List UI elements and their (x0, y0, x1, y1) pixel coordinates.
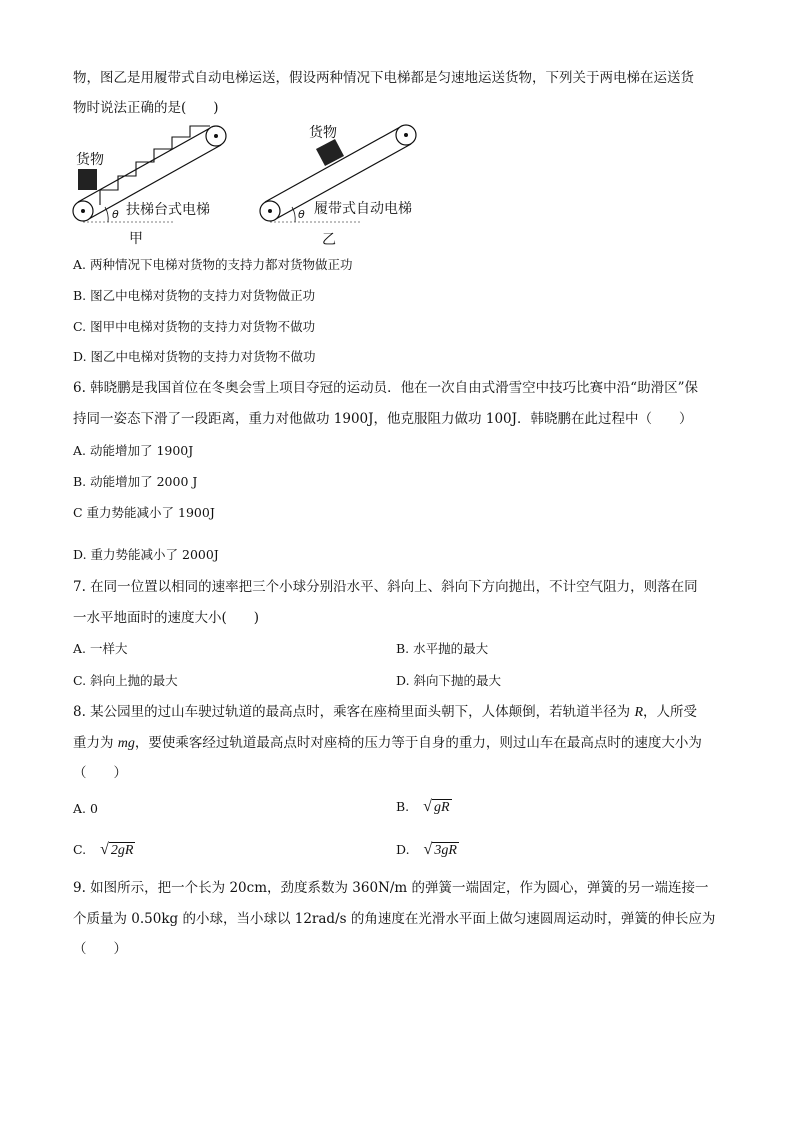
q8-option-b[interactable] (396, 798, 452, 817)
q6-option-b[interactable]: B. 动能增加了 2000 J (73, 474, 198, 489)
q6-line2: 持同一姿态下滑了一段距离，重力对他做功 1900J，他克服阻力做功 100J．韩晓鹏在此过程中（ ） (73, 411, 693, 427)
q8-option-c-key: C. (73, 842, 87, 857)
q7-line1: 7. 在同一位置以相同的速率把三个小球分别沿水平、斜向上、斜向下方向抛出，不计空气阻力，则落在同 (73, 579, 698, 595)
q8-option-b-formula: √ gR (423, 798, 450, 815)
q5-stem-line2: 物时说法正确的是( ) (73, 100, 219, 116)
left-angle-label: θ (112, 208, 119, 221)
right-goods-label: 货物 (309, 125, 337, 141)
q8-option-d-formula: √ 3gR (423, 841, 457, 858)
q8-line3: （ ） (73, 765, 127, 781)
q8-option-d-key: D. (396, 842, 410, 857)
q8-option-d[interactable] (396, 841, 459, 860)
q5-option-a[interactable]: A. 两种情况下电梯对货物的支持力都对货物做正功 (73, 257, 353, 272)
left-goods-label: 货物 (76, 152, 104, 168)
q8-option-b-key: B. (396, 799, 410, 814)
q7-option-b[interactable]: B. 水平抛的最大 (396, 641, 489, 656)
q6-option-a[interactable]: A. 动能增加了 1900J (73, 443, 194, 458)
q8-line1 (73, 703, 697, 722)
q5-stem-line1: 物，图乙是用履带式自动电梯运送，假设两种情况下电梯都是匀速地运送货物，下列关于两电梯在运送货 (73, 70, 694, 86)
q6-option-d[interactable]: D. 重力势能减小了 2000J (73, 547, 219, 562)
q8-option-a[interactable]: A. 0 (73, 801, 98, 816)
q8-option-c-formula: √ 2gR (100, 841, 134, 858)
q8-radius-symbol: R (634, 705, 644, 720)
q7-option-d[interactable]: D. 斜向下抛的最大 (396, 673, 502, 688)
q5-option-c[interactable]: C. 图甲中电梯对货物的支持力对货物不做功 (73, 319, 316, 334)
cargo-box (316, 139, 344, 166)
q6-line1: 6. 韩晓鹏是我国首位在冬奥会雪上项目夺冠的运动员．他在一次自由式滑雪空中技巧比赛中沿“助滑区”保 (73, 380, 698, 396)
q8-line2-text-a: 重力为 (73, 735, 118, 751)
q8-line2-text-b: ，要使乘客经过轨道最高点时对座椅的压力等于自身的重力，则过山车在最高点时的速度大小为 (134, 735, 702, 751)
q9-line3: （ ） (73, 941, 127, 957)
q5-escalator-figure (0, 0, 794, 260)
q9-line2: 个质量为 0.50kg 的小球，当小球以 12rad/s 的角速度在光滑水平面上做匀速圆周运动时，弹簧的伸长应为 (73, 911, 716, 927)
q8-line2 (73, 734, 702, 753)
right-caption: 乙 (322, 232, 336, 248)
q9-line1: 9. 如图所示，把一个长为 20cm，劲度系数为 360N/m 的弹簧一端固定，作为圆心，弹簧的另一端连接一 (73, 880, 709, 896)
cargo-box (78, 169, 97, 190)
right-escalator-label: 履带式自动电梯 (314, 201, 412, 217)
q5-option-d[interactable]: D. 图乙中电梯对货物的支持力对货物不做功 (73, 349, 316, 364)
right-angle-label: θ (298, 208, 305, 221)
q7-option-c[interactable]: C. 斜向上抛的最大 (73, 673, 178, 688)
q7-line2: 一水平地面时的速度大小( ) (73, 610, 260, 626)
q8-mg-symbol: mg (117, 736, 135, 751)
left-escalator-label: 扶梯台式电梯 (126, 202, 210, 218)
left-caption: 甲 (129, 231, 143, 247)
q5-option-b[interactable]: B. 图乙中电梯对货物的支持力对货物做正功 (73, 288, 316, 303)
q8-line1-text-b: ，人所受 (643, 704, 698, 720)
q8-line1-text-a: 8. 某公园里的过山车驶过轨道的最高点时，乘客在座椅里面头朝下，人体颠倒，若轨道半径为 (73, 704, 635, 720)
q7-option-a[interactable]: A. 一样大 (73, 641, 128, 656)
q8-option-c[interactable] (73, 841, 135, 860)
q6-option-c[interactable]: C 重力势能减小了 1900J (73, 505, 215, 520)
